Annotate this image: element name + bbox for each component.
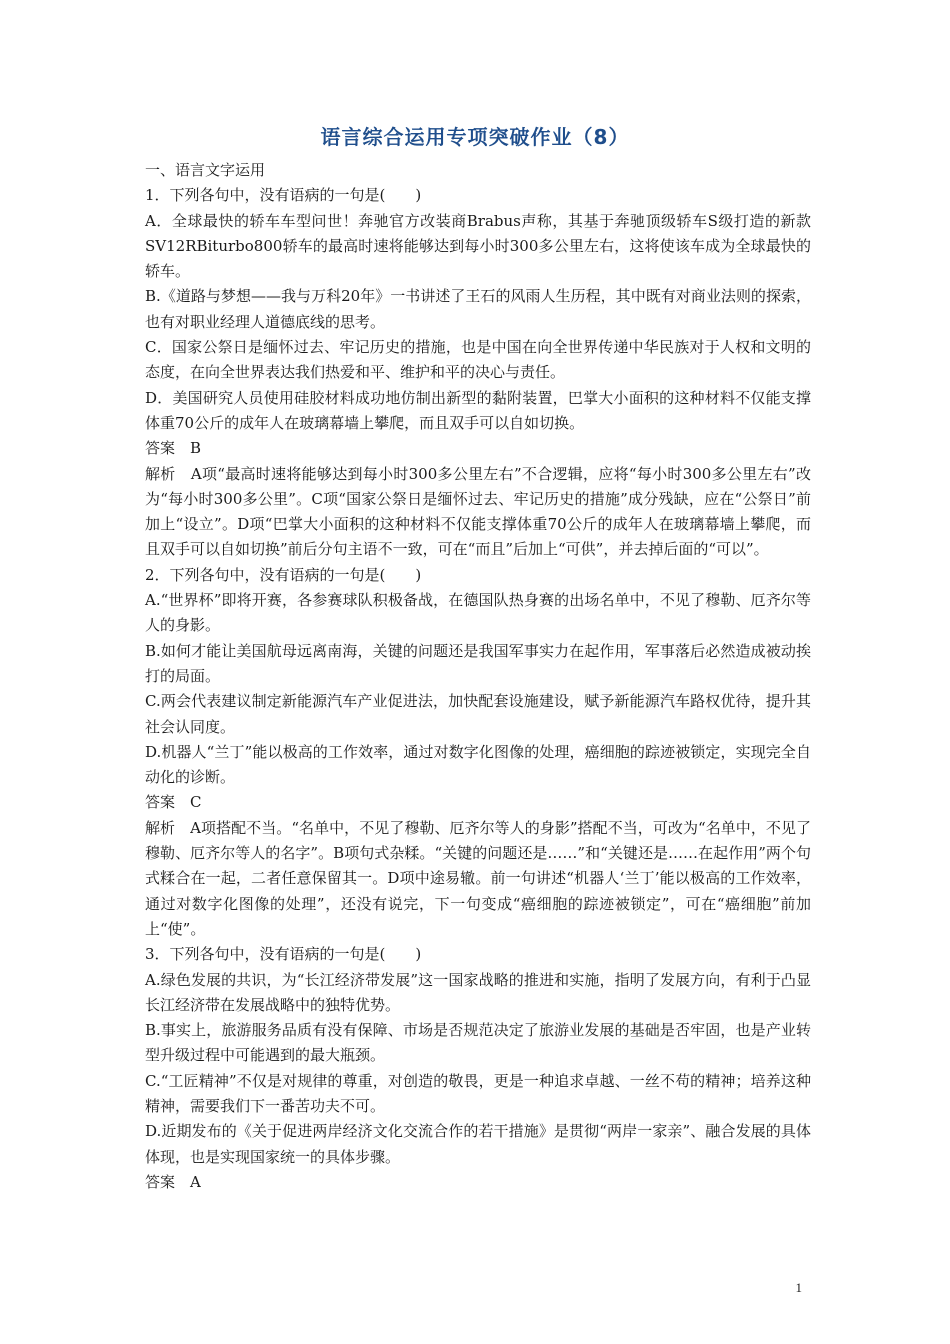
document-title: 语言综合运用专项突破作业（8） (320, 125, 630, 149)
question-3-option-c: C.“工匠精神”不仅是对规律的尊重，对创造的敬畏，更是一种追求卓越、一丝不苟的精神；培养这种精神，需要我们下一番苦功夫不可。 (145, 1071, 811, 1115)
question-2-option-a: A.“世界杯”即将开赛，各参赛球队积极备战，在德国队热身赛的出场名单中，不见了穆勒、厄齐尔等人的身影。 (145, 591, 811, 635)
question-1-analysis: 解析 A项“最高时速将能够达到每小时300多公里左右”不合逻辑，应将“每小时300多公里左右”改为“每小时300多公里”。C项“国家公祭日是缅怀过去、牢记历史的措施”成分残缺，应在“公祭日”前加上“设立”。D项“巴掌大小面积的这种材料不仅能支撑体重70公斤的成年人在玻璃幕墙上攀爬，而且双手可以自如切换”前后分句主语不一致，可在“而且”后加上“可供”，并去掉后面的“可以”。 (145, 464, 811, 559)
question-2-option-d: D.机器人“兰丁”能以极高的工作效率，通过对数字化图像的处理，癌细胞的踪迹被锁定，实现完全自动化的诊断。 (145, 742, 811, 787)
question-1-option-c: C．国家公祭日是缅怀过去、牢记历史的措施，也是中国在向全世界传递中华民族对于人权和文明的态度，在向全世界表达我们热爱和平、维护和平的决心与责任。 (145, 338, 811, 382)
question-1-answer: 答案 B (145, 439, 202, 458)
question-1-option-b: B.《道路与梦想——我与万科20年》一书讲述了王石的风雨人生历程，其中既有对商业法则的探索，也有对职业经理人道德底线的思考。 (145, 287, 811, 331)
question-1-stem: 1．下列各句中，没有语病的一句是( ) (145, 186, 422, 205)
question-2-answer: 答案 C (145, 793, 202, 812)
question-2-option-b: B.如何才能让美国航母远离南海，关键的问题还是我国军事实力在起作用，军事落后必然造成被动挨打的局面。 (145, 641, 811, 685)
page-number: 1 (795, 1280, 802, 1295)
question-3-answer: 答案 A (145, 1172, 201, 1191)
section-heading: 一、语言文字运用 (145, 161, 266, 179)
question-2-option-c: C.两会代表建议制定新能源汽车产业促进法，加快配套设施建设，赋予新能源汽车路权优待，提升其社会认同度。 (145, 692, 811, 736)
question-3-option-d: D.近期发布的《关于促进两岸经济文化交流合作的若干措施》是贯彻“两岸一家亲”、融合发展的具体体现，也是实现国家统一的具体步骤。 (145, 1122, 811, 1166)
question-2-stem: 2．下列各句中，没有语病的一句是( ) (145, 565, 422, 584)
question-3-stem: 3．下列各句中，没有语病的一句是( ) (145, 945, 422, 964)
question-3-option-b: B.事实上，旅游服务品质有没有保障、市场是否规范决定了旅游业发展的基础是否牢固，也是产业转型升级过程中可能遇到的最大瓶颈。 (145, 1021, 811, 1065)
question-3-option-a: A.绿色发展的共识，为“长江经济带发展”这一国家战略的推进和实施，指明了发展方向，有利于凸显长江经济带在发展战略中的独特优势。 (145, 970, 811, 1014)
question-1-option-a: A．全球最快的轿车车型问世！奔驰官方改装商Brabus声称，其基于奔驰顶级轿车S级打造的新款SV12RBiturbo800轿车的最高时速将能够达到每小时300多公里左右，这将使该车成为全球最快的轿车。 (145, 211, 811, 281)
question-2-analysis: 解析 A项搭配不当。“名单中，不见了穆勒、厄齐尔等人的身影”搭配不当，可改为“名单中，不见了穆勒、厄齐尔等人的名字”。B项句式杂糅。“关键的问题还是……”和“关键还是……在起作用”两个句式糅合在一起，二者任意保留其一。D项中途易辙。前一句讲述“机器人‘兰丁’能以极高的工作效率，通过对数字化图像的处理”，还没有说完，下一句变成“癌细胞的踪迹被锁定”，可在“癌细胞”前加上“使”。 (145, 818, 811, 938)
document-body (145, 158, 811, 1195)
question-1-option-d: D．美国研究人员使用硅胶材料成功地仿制出新型的黏附装置，巴掌大小面积的这种材料不仅能支撑体重70公斤的成年人在玻璃幕墙上攀爬，而且双手可以自如切换。 (145, 388, 811, 432)
